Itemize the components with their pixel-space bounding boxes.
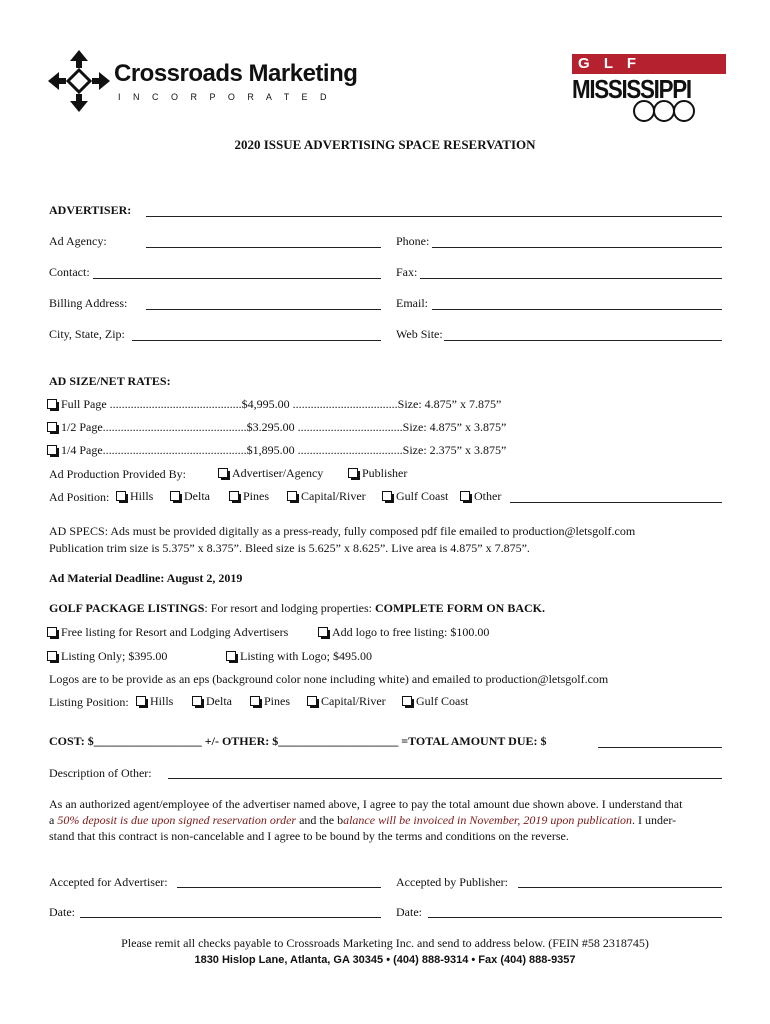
checkbox[interactable] bbox=[229, 491, 239, 501]
contact-label: Contact: bbox=[49, 265, 90, 279]
advertiser-signature-label: Accepted for Advertiser: bbox=[49, 875, 168, 889]
checkbox[interactable] bbox=[136, 696, 146, 706]
golf-rings-icon bbox=[630, 98, 710, 124]
position-option-delta[interactable]: Delta bbox=[170, 489, 210, 504]
total-due-field[interactable] bbox=[598, 747, 722, 748]
rate-row[interactable]: Full Page ............................................$4,995.00 ...................................Size: 4.875” x 7.875” bbox=[47, 397, 501, 412]
checkbox[interactable] bbox=[318, 627, 328, 637]
crossroads-logo bbox=[46, 48, 358, 114]
position-option-other[interactable]: Other bbox=[460, 489, 501, 504]
company-name: Crossroads Marketing bbox=[114, 60, 358, 87]
contact-field[interactable] bbox=[93, 278, 381, 279]
position-option-gulf[interactable]: Gulf Coast bbox=[382, 489, 448, 504]
rate-row[interactable]: 1/2 Page................................................$3.295.00 ...................................Size: 4.875” x 3.875” bbox=[47, 420, 506, 435]
checkbox[interactable] bbox=[307, 696, 317, 706]
checkbox[interactable] bbox=[226, 651, 236, 661]
advertiser-date-field[interactable] bbox=[80, 917, 381, 918]
email-field[interactable] bbox=[432, 309, 722, 310]
page-title: 2020 ISSUE ADVERTISING SPACE RESERVATION bbox=[234, 137, 536, 152]
agency-field[interactable] bbox=[146, 247, 381, 248]
checkbox[interactable] bbox=[47, 422, 57, 432]
agreement-line-3: stand that this contract is non-cancelable and I agree to be bound by the terms and conditions on the reverse. bbox=[49, 829, 569, 843]
fax-field[interactable] bbox=[420, 278, 722, 279]
publisher-signature-field[interactable] bbox=[518, 887, 722, 888]
company-sub: I N C O R P O R A T E D bbox=[118, 92, 332, 102]
checkbox[interactable] bbox=[382, 491, 392, 501]
description-field[interactable] bbox=[168, 778, 722, 779]
email-label: Email: bbox=[396, 296, 428, 310]
listing-option-hills[interactable]: Hills bbox=[136, 694, 173, 709]
checkbox[interactable] bbox=[250, 696, 260, 706]
golf-option-listing[interactable]: Listing Only; $395.00 bbox=[47, 649, 167, 664]
checkbox[interactable] bbox=[192, 696, 202, 706]
production-label: Ad Production Provided By: bbox=[49, 467, 186, 481]
advertiser-date-label: Date: bbox=[49, 905, 75, 919]
publisher-signature-label: Accepted by Publisher: bbox=[396, 875, 508, 889]
golf-option-listing-logo[interactable]: Listing with Logo; $495.00 bbox=[226, 649, 372, 664]
rates-heading: AD SIZE/NET RATES: bbox=[49, 374, 171, 388]
listing-option-pines[interactable]: Pines bbox=[250, 694, 290, 709]
agreement-line-2: a 50% deposit is due upon signed reservation order and the balance will be invoiced in November, 2019 upon publication. I under- bbox=[49, 813, 677, 827]
deadline: Ad Material Deadline: August 2, 2019 bbox=[49, 571, 243, 585]
checkbox[interactable] bbox=[116, 491, 126, 501]
golf-option-logo[interactable]: Add logo to free listing: $100.00 bbox=[318, 625, 489, 640]
remit-note: Please remit all checks payable to Crossroads Marketing Inc. and send to address below. (FEIN #58 2318745) bbox=[121, 936, 649, 950]
golf-logo-top-text: G L F bbox=[578, 55, 642, 72]
website-label: Web Site: bbox=[396, 327, 443, 341]
phone-field[interactable] bbox=[432, 247, 722, 248]
production-option-advertiser[interactable]: Advertiser/Agency bbox=[218, 466, 323, 481]
phone-label: Phone: bbox=[396, 234, 430, 248]
listing-option-gulf[interactable]: Gulf Coast bbox=[402, 694, 468, 709]
rate-row[interactable]: 1/4 Page................................................$1,895.00 ...................................Size: 2.375” x 3.875” bbox=[47, 443, 506, 458]
checkbox[interactable] bbox=[47, 445, 57, 455]
position-label: Ad Position: bbox=[49, 490, 110, 504]
checkbox[interactable] bbox=[460, 491, 470, 501]
crossroads-arrows-icon bbox=[46, 48, 112, 114]
city-field[interactable] bbox=[132, 340, 381, 341]
fax-label: Fax: bbox=[396, 265, 418, 279]
advertiser-label: ADVERTISER: bbox=[49, 203, 132, 217]
publisher-date-field[interactable] bbox=[428, 917, 722, 918]
listing-position-label: Listing Position: bbox=[49, 695, 129, 709]
description-label: Description of Other: bbox=[49, 766, 152, 780]
listing-option-delta[interactable]: Delta bbox=[192, 694, 232, 709]
listing-option-capital[interactable]: Capital/River bbox=[307, 694, 386, 709]
position-option-hills[interactable]: Hills bbox=[116, 489, 153, 504]
agreement-line-1: As an authorized agent/employee of the advertiser named above, I agree to pay the total amount due shown above. I understand that bbox=[49, 797, 683, 811]
checkbox[interactable] bbox=[218, 468, 228, 478]
other-position-field[interactable] bbox=[510, 502, 722, 503]
cost-line[interactable]: COST: $__________________ +/- OTHER: $____________________ =TOTAL AMOUNT DUE: $ bbox=[49, 734, 547, 748]
position-option-pines[interactable]: Pines bbox=[229, 489, 269, 504]
specs-line-1: AD SPECS: Ads must be provided digitally as a press-ready, fully composed pdf file emailed to production@letsgolf.com bbox=[49, 524, 636, 538]
agency-label: Ad Agency: bbox=[49, 234, 107, 248]
golf-mississippi-logo bbox=[570, 54, 728, 130]
city-label: City, State, Zip: bbox=[49, 327, 125, 341]
checkbox[interactable] bbox=[47, 627, 57, 637]
production-option-publisher[interactable]: Publisher bbox=[348, 466, 407, 481]
checkbox[interactable] bbox=[47, 399, 57, 409]
specs-line-2: Publication trim size is 5.375” x 8.375”. Bleed size is 5.625” x 8.625”. Live area is 4.875” x 7.875”. bbox=[49, 541, 530, 555]
logos-note: Logos are to be provide as an eps (background color none including white) and emailed to production@letsgolf.com bbox=[49, 672, 609, 686]
advertiser-signature-field[interactable] bbox=[177, 887, 381, 888]
golf-heading: GOLF PACKAGE LISTINGS: For resort and lodging properties: COMPLETE FORM ON BACK. bbox=[49, 601, 546, 615]
golf-option-free[interactable]: Free listing for Resort and Lodging Advertisers bbox=[47, 625, 288, 640]
checkbox[interactable] bbox=[287, 491, 297, 501]
checkbox[interactable] bbox=[348, 468, 358, 478]
checkbox[interactable] bbox=[170, 491, 180, 501]
advertiser-field[interactable] bbox=[146, 216, 722, 217]
checkbox[interactable] bbox=[402, 696, 412, 706]
website-field[interactable] bbox=[444, 340, 722, 341]
footer-address: 1830 Hislop Lane, Atlanta, GA 30345 • (404) 888-9314 • Fax (404) 888-9357 bbox=[194, 954, 576, 966]
publisher-date-label: Date: bbox=[396, 905, 422, 919]
position-option-capital[interactable]: Capital/River bbox=[287, 489, 366, 504]
billing-label: Billing Address: bbox=[49, 296, 128, 310]
golf-logo-main-text: MISSISSIPPI bbox=[572, 74, 691, 104]
checkbox[interactable] bbox=[47, 651, 57, 661]
billing-field[interactable] bbox=[146, 309, 381, 310]
